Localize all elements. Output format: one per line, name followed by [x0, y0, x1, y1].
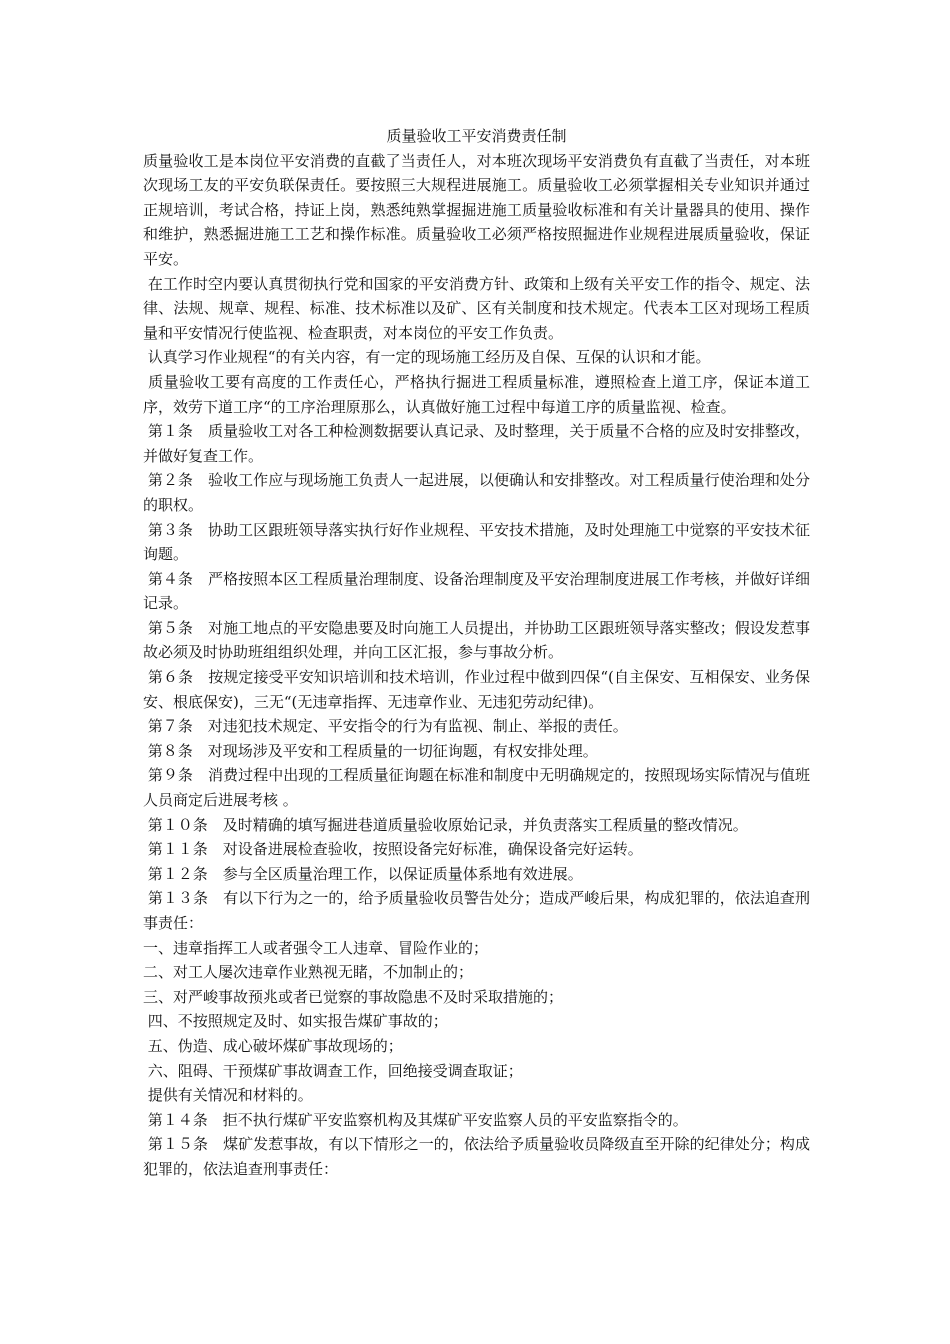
article-6: 第６条 按规定接受平安知识培训和技术培训，作业过程中做到四保“(自主保安、互相保安、业务保安、根底保安)，三无“(无违章指挥、无违章作业、无违犯劳动纪律)。	[143, 668, 810, 711]
article-1: 第１条 质量验收工对各工种检测数据要认真记录、及时整理，关于质量不合格的应及时安排整改，并做好复查工作。	[143, 422, 810, 465]
list-item-6-continued: 提供有关情况和材料的。	[143, 1086, 313, 1105]
article-12: 第１２条 参与全区质量治理工作，以保证质量体系地有效进展。	[143, 864, 583, 883]
article-14: 第１４条 拒不执行煤矿平安监察机构及其煤矿平安监察人员的平安监察指令的。	[143, 1110, 688, 1129]
list-item-4: 四、不按照规定及时、如实报告煤矿事故的；	[143, 1012, 448, 1031]
article-13: 第１３条 有以下行为之一的，给予质量验收员警告处分；造成严峻后果，构成犯罪的，依法追查刑事责任：	[143, 889, 810, 932]
article-11: 第１１条 对设备进展检查验收，按照设备完好标准，确保设备完好运转。	[143, 840, 643, 859]
article-15: 第１５条 煤矿发惹事故，有以下情形之一的，依法给予质量验收员降级直至开除的纪律处分；构成犯罪的，依法追查刑事责任：	[143, 1135, 810, 1178]
paragraph-intro: 质量验收工是本岗位平安消费的直截了当责任人，对本班次现场平安消费负有直截了当责任，对本班次现场工友的平安负联保责任。要按照三大规程进展施工。质量验收工必须掌握相关专业知识并通过正规培训，考试合格，持证上岗，熟悉纯熟掌握掘进施工质量验收标准和有关计量器具的使用、操作和维护，熟悉掘进施工工艺和操作标准。质量验收工必须严格按照掘进作业规程进展质量验收，保证平安。	[143, 151, 810, 268]
paragraph-study: 认真学习作业规程“的有关内容，有一定的现场施工经历及自保、互保的认识和才能。	[143, 348, 711, 367]
list-item-5: 五、伪造、成心破坏煤矿事故现场的；	[143, 1036, 403, 1055]
list-item-2: 二、对工人屡次违章作业熟视无睹，不加制止的；	[143, 963, 474, 982]
article-9: 第９条 消费过程中出现的工程质量征询题在标准和制度中无明确规定的，按照现场实际情况与值班人员商定后进展考核 。	[143, 766, 810, 810]
article-10: 第１０条 及时精确的填写掘进巷道质量验收原始记录，并负责落实工程质量的整改情况。	[143, 815, 748, 834]
list-item-6: 六、阻碍、干预煤矿事故调查工作，回绝接受调查取证；	[143, 1061, 523, 1080]
document-body	[143, 124, 810, 1182]
list-item-1: 一、违章指挥工人或者强令工人违章、冒险作业的；	[143, 938, 489, 957]
article-3: 第３条 协助工区跟班领导落实执行好作业规程、平安技术措施，及时处理施工中觉察的平安技术征询题。	[143, 520, 810, 564]
article-4: 第４条 严格按照本区工程质量治理制度、设备治理制度及平安治理制度进展工作考核，并做好详细记录。	[143, 569, 810, 613]
article-5: 第５条 对施工地点的平安隐患要及时向施工人员提出，并协助工区跟班领导落实整改；假设发惹事故必须及时协助班组组织处理，并向工区汇报，参与事故分析。	[143, 618, 810, 662]
paragraph-duties: 在工作时空内要认真贯彻执行党和国家的平安消费方针、政策和上级有关平安工作的指令、规定、法律、法规、规章、规程、标准、技术标准以及矿、区有关制度和技术规定。代表本工区对现场工程质量和平安情况行使监视、检查职责，对本岗位的平安工作负责。	[143, 274, 810, 342]
article-2: 第２条 验收工作应与现场施工负责人一起进展，以便确认和安排整改。对工程质量行使治理和处分的职权。	[143, 471, 810, 514]
article-7: 第７条 对违犯技术规定、平安指令的行为有监视、制止、举报的责任。	[143, 717, 628, 736]
list-item-3: 三、对严峻事故预兆或者已觉察的事故隐患不及时采取措施的；	[143, 987, 564, 1006]
document-title: 质量验收工平安消费责任制	[386, 127, 567, 145]
article-8: 第８条 对现场涉及平安和工程质量的一切征询题，有权安排处理。	[143, 741, 598, 760]
paragraph-responsibility: 质量验收工要有高度的工作责任心，严格执行掘进工程质量标准，遵照检查上道工序，保证本道工序，效劳下道工序“的工序治理原那么，认真做好施工过程中每道工序的质量监视、检查。	[143, 372, 810, 416]
